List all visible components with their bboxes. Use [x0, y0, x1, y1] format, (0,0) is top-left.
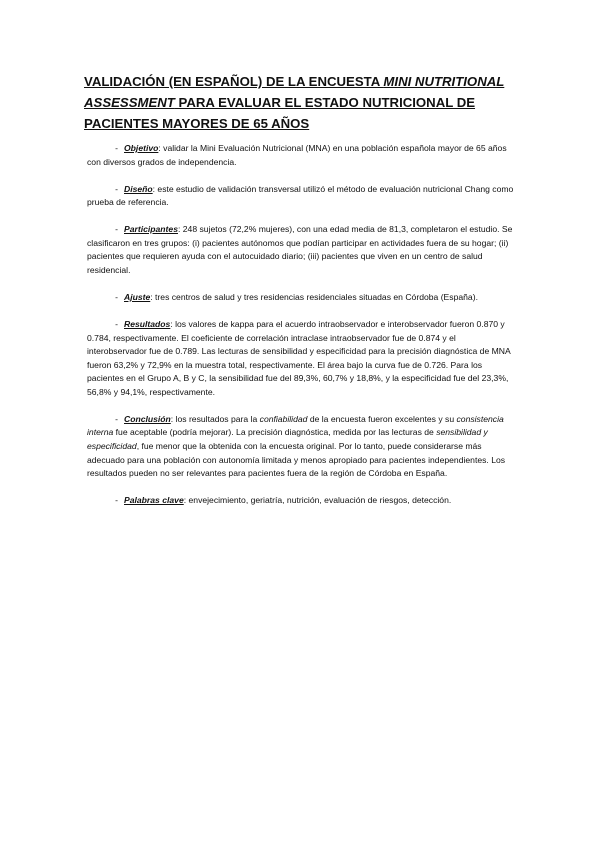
section-participantes [87, 223, 515, 277]
section-label-resultados: Resultados [124, 318, 171, 329]
section-palabras-clave [87, 494, 515, 508]
bullet-dash: - [115, 495, 118, 506]
document-title [84, 71, 524, 134]
section-text-resultados: : los valores de kappa para el acuerdo intraobservador e interobservador fueron 0.870 y 0.784, respectivamente. El coeficiente de correlación intraclase intraobservador fue de 0.874 y el interobservador fue de 0.789. Las lecturas de sensibilidad y especificidad para la precisión diagnóstica de MNA fueron 63,2% y 72,9% en la muestra total, respectivamente. El área bajo la curva fue de 0.726. Para los pacientes en el Grupo A, B y C, la sensibilidad fue del 89,3%, 60,7% y 18,8%, y la especificidad fue del 23,3%, 56,8% y 94,1%, respectivamente. [87, 318, 511, 397]
abstract [87, 142, 515, 521]
section-resultados [87, 318, 515, 400]
conclusion-text-3: fue aceptable (podría mejorar). La precisión diagnóstica, medida por las lecturas de [113, 427, 437, 438]
bullet-dash: - [115, 143, 118, 153]
section-label-diseno: Diseño [124, 183, 153, 194]
conclusion-text-4: , fue menor que la obtenida con la encuesta original. Por lo tanto, puede considerarse más adecuado para una población con autonomía limitada y menos apropiado para pacientes independientes. Los resultados pueden no ser relevantes para pacientes fuera de la región de Córdoba en España. [87, 441, 506, 479]
bullet-dash: - [115, 291, 118, 302]
title-part-1: VALIDACIÓN (EN ESPAÑOL) DE LA ENCUESTA [84, 74, 384, 89]
section-text-palabras-clave: : envejecimiento, geriatría, nutrición, evaluación de riesgos, detección. [183, 495, 452, 506]
title-part-2-italic: MINI NUTRITIONAL ASSESSMENT [84, 74, 505, 110]
section-label-conclusion: Conclusión [124, 413, 171, 424]
conclusion-term-confiabilidad: confiabilidad [259, 413, 308, 424]
bullet-dash: - [115, 318, 118, 329]
section-diseno [87, 183, 515, 210]
section-objetivo [87, 142, 515, 169]
bullet-dash: - [115, 183, 118, 194]
bullet-dash: - [115, 413, 118, 424]
section-text-diseno: : este estudio de validación transversal utilizó el método de evaluación nutricional Chang como prueba de referencia. [87, 183, 514, 208]
section-label-ajuste: Ajuste [124, 291, 151, 302]
conclusion-text-2: de la encuesta fueron excelentes y su [307, 413, 457, 424]
section-text-participantes: : 248 sujetos (72,2% mujeres), con una edad media de 81,3, completaron el estudio. Se clasificaron en tres grupos: (i) pacientes autónomos que podían participar en actividades fuera de su hogar; (ii) pacientes que requieren ayuda con el autocuidado diario; (iii) pacientes que viven en un centro de salud residencial. [87, 224, 513, 275]
bullet-dash: - [115, 224, 118, 235]
conclusion-text-1: : los resultados para la [170, 413, 260, 424]
conclusion-term-sensibilidad: sensibilidad y especificidad [87, 427, 488, 452]
section-label-participantes: Participantes [124, 224, 178, 235]
title-part-3: PARA EVALUAR EL ESTADO NUTRICIONAL DE PACIENTES MAYORES DE 65 AÑOS [84, 95, 476, 131]
section-text-ajuste: : tres centros de salud y tres residencias residenciales situadas en Córdoba (España). [150, 291, 478, 302]
section-ajuste [87, 291, 515, 305]
section-label-palabras-clave: Palabras clave [124, 495, 184, 506]
conclusion-term-consistencia: consistencia interna [87, 413, 504, 438]
section-text-objetivo: : validar la Mini Evaluación Nutricional (MNA) en una población española mayor de 65 años con diversos grados de independencia. [87, 143, 507, 167]
section-label-objetivo: Objetivo [124, 143, 159, 153]
section-conclusion [87, 413, 515, 481]
